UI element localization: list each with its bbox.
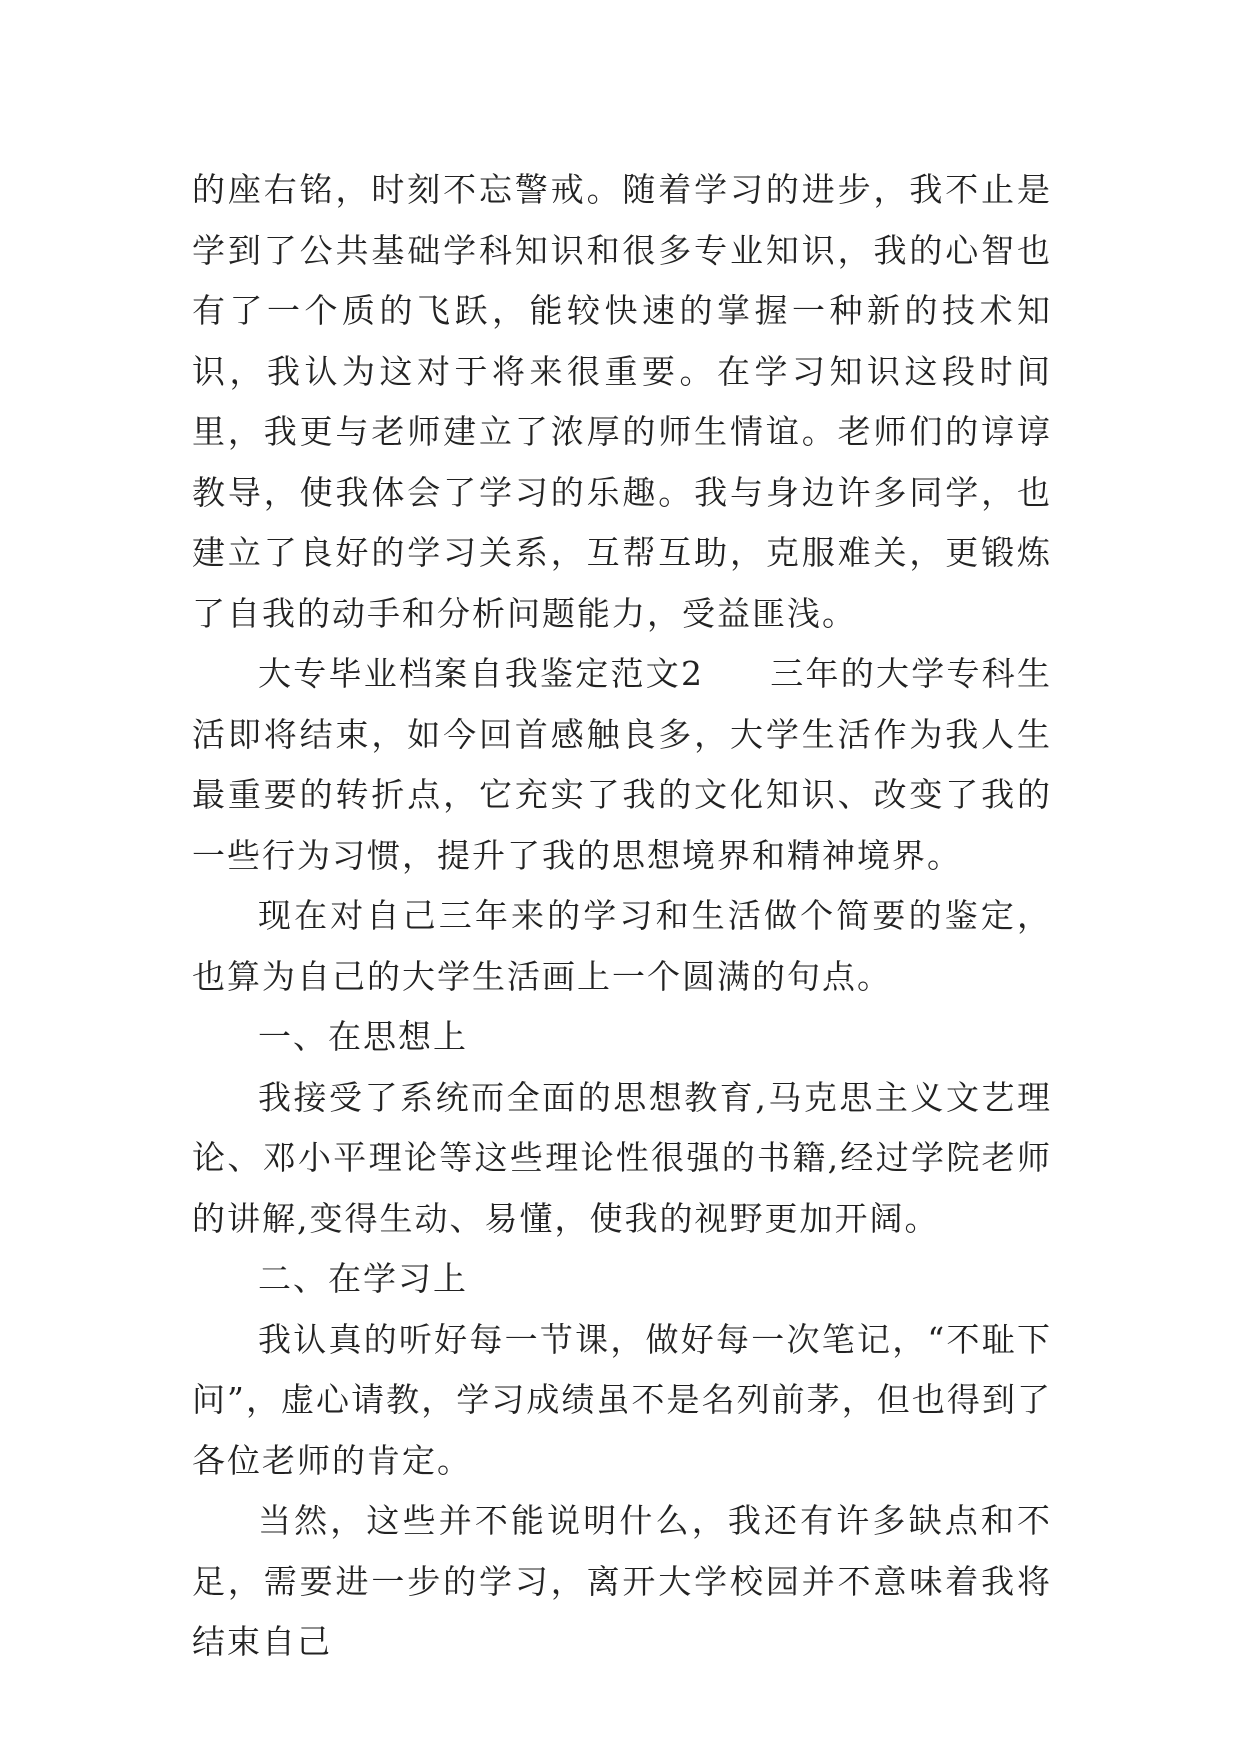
paragraph-3: 现在对自己三年来的学习和生活做个简要的鉴定，也算为自己的大学生活画上一个圆满的句点。 (192, 896, 1052, 996)
paragraph-study: 我认真的听好每一节课，做好每一次笔记，“不耻下问”，虚心请教，学习成绩虽不是名列前茅，但也得到了各位老师的肯定。 (192, 1319, 1052, 1480)
paragraph-2 (192, 644, 1052, 886)
paragraph-1: 的座右铭，时刻不忘警戒。随着学习的进步，我不止是学到了公共基础学科知识和很多专业知识，我的心智也有了一个质的飞跃，能较快速的掌握一种新的技术知识，我认为这对于将来很重要。在学习知识这段时间里，我更与老师建立了浓厚的师生情谊。老师们的谆谆教导，使我体会了学习的乐趣。我与身边许多同学，也建立了良好的学习关系，互帮互助，克服难关，更锻炼了自我的动手和分析问题能力，受益匪浅。 (192, 170, 1052, 633)
paragraph-2-text: 三年的大学专科生活即将结束，如今回首感触良多，大学生活作为我人生最重要的转折点，它充实了我的文化知识、改变了我的一些行为习惯，提升了我的思想境界和精神境界。 (192, 654, 1052, 875)
heading-study: 二、在学习上 (258, 1259, 468, 1298)
document-body (192, 160, 1052, 1673)
paragraph-thought: 我接受了系统而全面的思想教育,马克思主义文艺理论、邓小平理论等这些理论性很强的书籍,经过学院老师的讲解,变得生动、易懂，使我的视野更加开阔。 (192, 1077, 1052, 1238)
section-title: 大专毕业档案自我鉴定范文2 (258, 654, 704, 693)
paragraph-last: 当然，这些并不能说明什么，我还有许多缺点和不足，需要进一步的学习，离开大学校园并不意味着我将结束自己 (192, 1501, 1052, 1661)
heading-thought: 一、在思想上 (258, 1017, 468, 1056)
